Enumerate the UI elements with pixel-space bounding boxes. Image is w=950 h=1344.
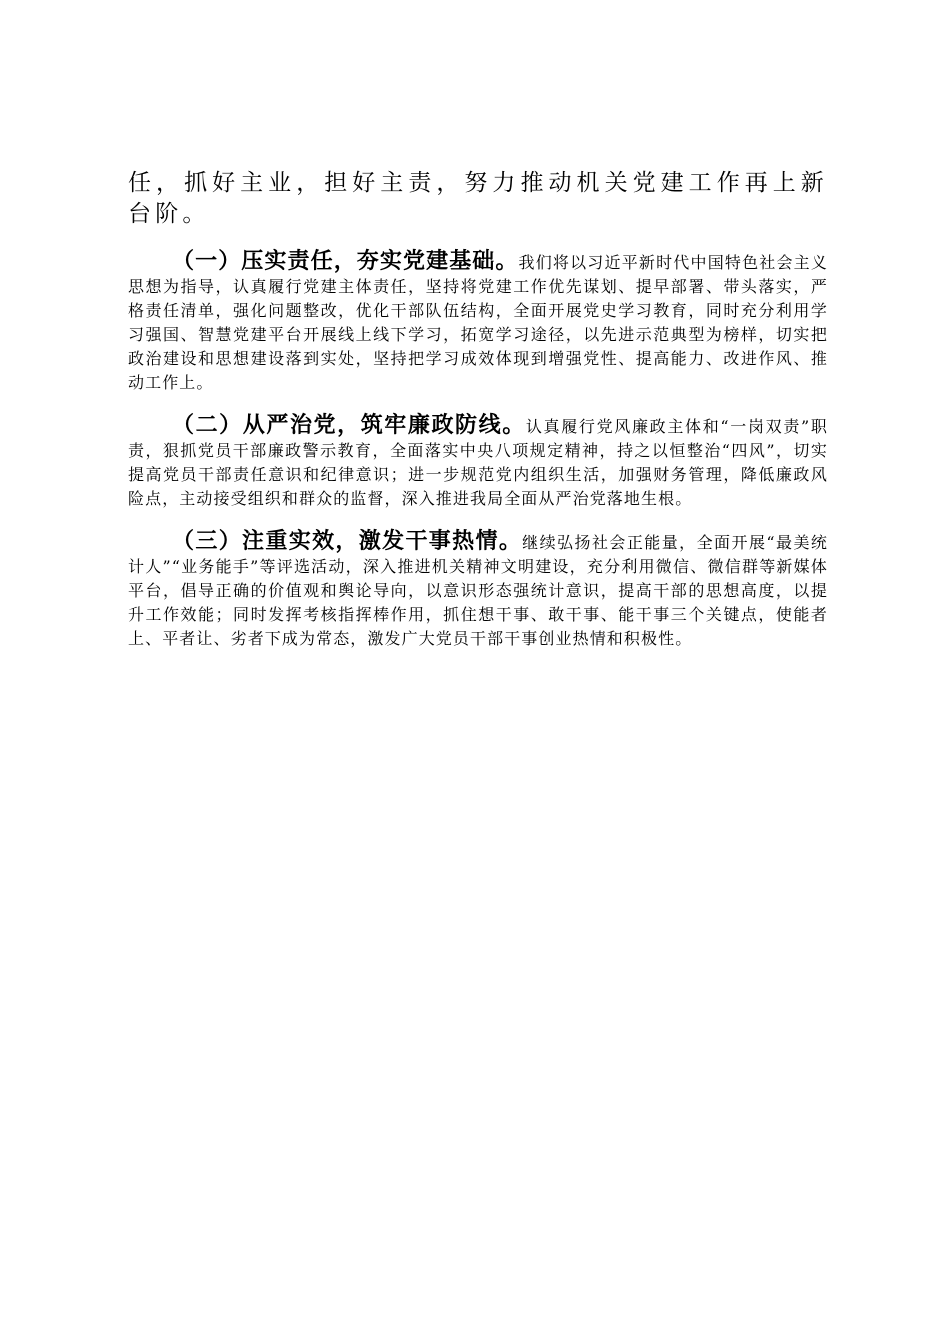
section-2-heading: （二）从严治党，筑牢廉政防线。 [172, 413, 526, 438]
section-1-body: 我们将以习近平新时代中国特色社会主义思想为指导，认真履行党建主体责任，坚持将党建工作优先谋划、提早部署、带头落实，严格责任清单，强化问题整改，优化干部队伍结构，全面开展党史学习教育，同时充分利用学习强国、智慧党建平台开展线上线下学习，拓宽学习途径，以先进示范典型为榜样，切实把政治建设和思想建设落到实处，坚持把学习成效体现到增强党性、提高能力、改进作风、推动工作上。 [128, 253, 828, 392]
section-2-paragraph [128, 414, 828, 511]
section-1-heading: （一）压实责任，夯实党建基础。 [172, 249, 519, 274]
section-1-paragraph [128, 250, 828, 395]
section-2-body: 认真履行党风廉政主体和“一岗双责”职责，狠抓党员干部廉政警示教育，全面落实中央八项规定精神，持之以恒整治“四风”，切实提高党员干部责任意识和纪律意识；进一步规范党内组织生活，加强财务管理，降低廉政风险点，主动接受组织和群众的监督，深入推进我局全面从严治党落地生根。 [128, 417, 828, 508]
lead-paragraph: 任，抓好主业，担好主责，努力推动机关党建工作再上新台阶。 [128, 170, 828, 227]
document-body [128, 168, 828, 670]
section-3-heading: （三）注重实效，激发干事热情。 [172, 529, 523, 554]
section-3-body: 继续弘扬社会正能量，全面开展“最美统计人”“业务能手”等评选活动，深入推进机关精神文明建设，充分利用微信、微信群等新媒体平台，倡导正确的价值观和舆论导向，以意识形态强统计意识，提高干部的思想高度，以提升工作效能；同时发挥考核指挥棒作用，抓住想干事、敢干事、能干事三个关键点，使能者上、平者让、劣者下成为常态，激发广大党员干部干事创业热情和积极性。 [128, 533, 828, 648]
section-3-paragraph [128, 530, 828, 651]
